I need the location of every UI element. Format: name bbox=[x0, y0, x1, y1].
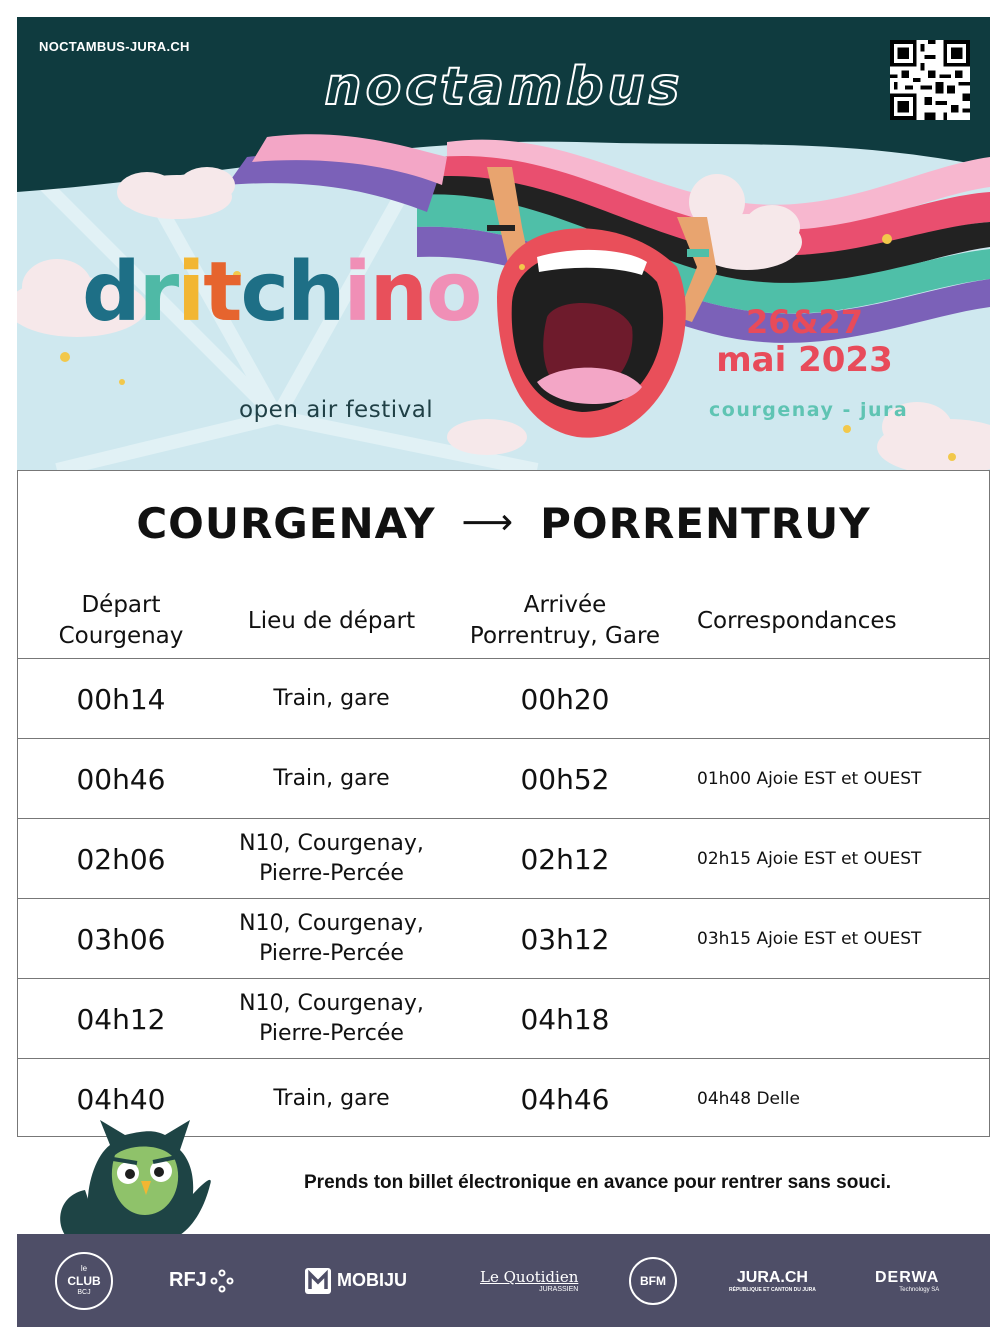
festival-letter: c bbox=[240, 245, 288, 340]
ticket-note: Prends ton billet électronique en avance pour rentrer sans souci. bbox=[304, 1172, 892, 1193]
mobiju-m-icon bbox=[305, 1268, 331, 1294]
header-arrivee bbox=[439, 581, 691, 661]
departure-place-line1: N10, Courgenay, bbox=[239, 831, 424, 856]
route-to: PORRENTRUY bbox=[540, 499, 871, 548]
quotidien-label: Le Quotidien bbox=[480, 1268, 579, 1286]
festival-letter: d bbox=[82, 245, 139, 340]
header-lieu: Lieu de départ bbox=[247, 607, 416, 634]
depart-time: 04h40 bbox=[76, 1082, 166, 1116]
club-bcj-logo[interactable] bbox=[55, 1234, 113, 1327]
arrival-time: 00h52 bbox=[520, 762, 610, 796]
departure-place-line2: Pierre-Percée bbox=[259, 941, 404, 966]
departure-place bbox=[224, 1059, 439, 1139]
qr-code-icon[interactable] bbox=[890, 40, 970, 120]
arrival-time: 00h20 bbox=[520, 682, 610, 716]
arrival-time: 03h12 bbox=[520, 922, 610, 956]
connection: 02h15 Ajoie EST et OUEST bbox=[697, 849, 922, 869]
noctambus-wordmark: noctambus bbox=[324, 57, 684, 117]
owl-mascot-icon bbox=[55, 1115, 215, 1237]
sponsor-footer bbox=[17, 1234, 990, 1327]
noctambus-logo bbox=[289, 57, 719, 117]
departure-place bbox=[224, 979, 439, 1059]
depart-time: 04h12 bbox=[76, 1002, 166, 1036]
connection bbox=[697, 659, 987, 739]
bfm-logo[interactable] bbox=[629, 1234, 677, 1327]
departure-place bbox=[224, 899, 439, 979]
festival-dates bbox=[707, 304, 902, 380]
derwa-label: DERWA bbox=[875, 1268, 940, 1286]
depart-time: 00h46 bbox=[76, 762, 166, 796]
route-title bbox=[18, 499, 989, 548]
festival-poster bbox=[17, 17, 990, 470]
mobiju-logo[interactable] bbox=[305, 1234, 407, 1327]
jura-label: JURA.CH bbox=[736, 1268, 808, 1286]
connection: 04h48 Delle bbox=[697, 1089, 800, 1109]
departure-place bbox=[224, 819, 439, 899]
departure-place-line1: Train, gare bbox=[273, 686, 390, 711]
depart-time: 03h06 bbox=[76, 922, 166, 956]
departure-place-line2: Pierre-Percée bbox=[259, 861, 404, 886]
quotidien-logo[interactable] bbox=[480, 1234, 578, 1327]
arrival-time: 04h18 bbox=[520, 1002, 610, 1036]
header-depart bbox=[18, 581, 224, 661]
festival-subtitle: open air festival bbox=[239, 397, 434, 423]
derwa-sub-label: Technology SA bbox=[899, 1286, 940, 1293]
derwa-logo[interactable] bbox=[875, 1234, 939, 1327]
rfj-dots-icon bbox=[210, 1269, 234, 1293]
rfj-label: RFJ bbox=[169, 1269, 207, 1291]
festival-letter: n bbox=[369, 245, 426, 340]
header-arrivee-line2: Porrentruy, Gare bbox=[469, 623, 661, 649]
festival-letter: i bbox=[343, 245, 370, 340]
festival-month-year: mai 2023 bbox=[716, 340, 893, 380]
table-row bbox=[18, 818, 989, 898]
departure-place-line1: Train, gare bbox=[273, 1086, 390, 1111]
rfj-logo[interactable] bbox=[169, 1234, 234, 1327]
departure-place bbox=[224, 739, 439, 819]
header-depart-line1: Départ bbox=[81, 592, 161, 618]
jura-ch-logo[interactable] bbox=[729, 1234, 816, 1327]
header-depart-line2: Courgenay bbox=[58, 623, 184, 649]
bfm-label: BFM bbox=[629, 1257, 677, 1305]
connection: 01h00 Ajoie EST et OUEST bbox=[697, 769, 922, 789]
depart-time: 02h06 bbox=[76, 842, 166, 876]
depart-time: 00h14 bbox=[76, 682, 166, 716]
departure-place-line1: Train, gare bbox=[273, 766, 390, 791]
festival-letter: t bbox=[203, 245, 241, 340]
arrow-right-icon: ⟶ bbox=[461, 502, 515, 543]
route-from: COURGENAY bbox=[136, 499, 436, 548]
departure-place-line1: N10, Courgenay, bbox=[239, 911, 424, 936]
table-row bbox=[18, 978, 989, 1058]
header-arrivee-line1: Arrivée bbox=[523, 592, 607, 618]
connection bbox=[697, 979, 987, 1059]
arrival-time: 02h12 bbox=[520, 842, 610, 876]
club-sub-label: BCJ bbox=[77, 1288, 91, 1296]
departure-place-line2: Pierre-Percée bbox=[259, 1021, 404, 1046]
table-row bbox=[18, 658, 989, 738]
festival-days: 26&27 bbox=[746, 303, 863, 341]
departure-place bbox=[224, 659, 439, 739]
festival-letter: h bbox=[287, 245, 344, 340]
header-correspondances: Correspondances bbox=[697, 607, 897, 634]
table-row bbox=[18, 738, 989, 818]
website-label: NOCTAMBUS-JURA.CH bbox=[39, 39, 190, 54]
departure-place-line1: N10, Courgenay, bbox=[239, 991, 424, 1016]
table-row bbox=[18, 898, 989, 978]
connection: 03h15 Ajoie EST et OUEST bbox=[697, 929, 922, 949]
festival-location: courgenay - jura bbox=[709, 399, 909, 421]
club-small-label: le bbox=[80, 1263, 88, 1273]
festival-letter: r bbox=[138, 245, 178, 340]
arrival-time: 04h46 bbox=[520, 1082, 610, 1116]
club-label: CLUB bbox=[67, 1273, 101, 1288]
mobiju-label: MOBIJU bbox=[337, 1270, 408, 1290]
festival-letter: o bbox=[425, 245, 481, 340]
quotidien-sub-label: JURASSIEN bbox=[539, 1286, 579, 1293]
jura-sub-label: RÉPUBLIQUE ET CANTON DU JURA bbox=[729, 1286, 816, 1293]
festival-name bbox=[82, 245, 480, 340]
timetable bbox=[17, 470, 990, 1137]
festival-letter: i bbox=[177, 245, 204, 340]
